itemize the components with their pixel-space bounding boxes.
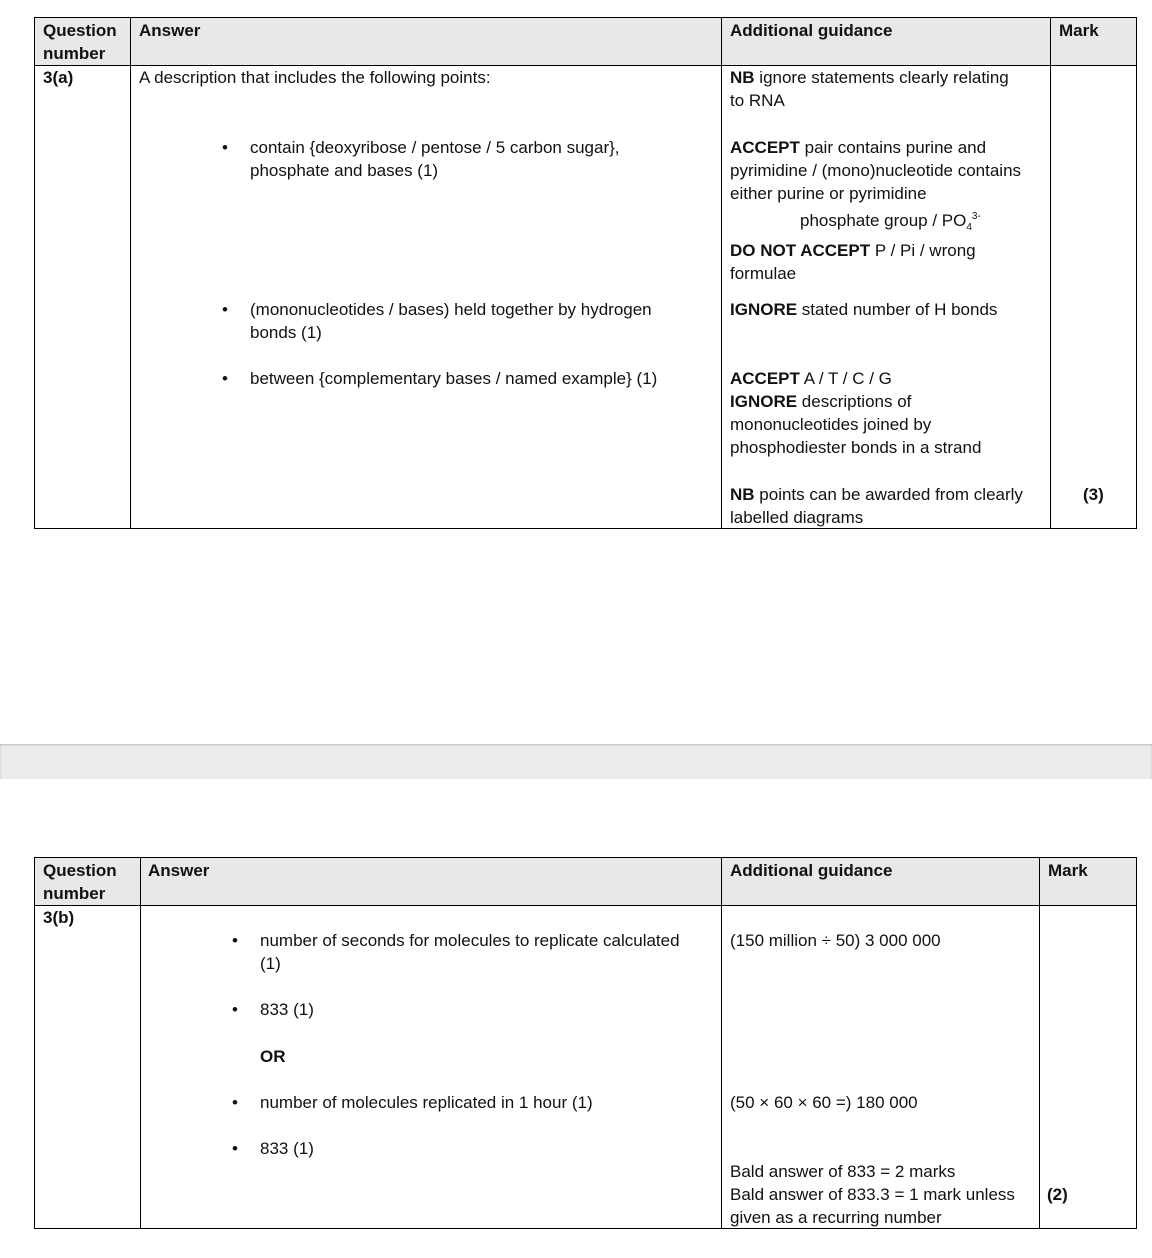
answer-bullet: • number of seconds for molecules to replicate calculated (1) [260,929,680,975]
mark-scheme-table-3a [34,17,1137,529]
header-guidance: Additional guidance [730,21,893,40]
answer-bullet: • 833 (1) [260,998,314,1021]
answer-intro: A description that includes the following points: [139,68,491,87]
answer-bullet: • (mononucleotides / bases) held together by hydrogen bonds (1) [250,298,652,344]
answer-bullet: • 833 (1) [260,1137,314,1160]
guidance-nb: NB ignore statements clearly relating to RNA [730,68,1009,110]
header-guidance: Additional guidance [730,861,893,880]
answer-or: OR [260,1047,286,1066]
mark-scheme-table-3b [34,857,1137,1229]
guidance-calc-hour: (50 × 60 × 60 =) 180 000 [730,1093,918,1112]
answer-bullet: • contain {deoxyribose / pentose / 5 carbon sugar}, phosphate and bases (1) [250,136,620,182]
mark-value: (2) [1047,1185,1068,1204]
page-separator [0,744,1152,779]
guidance-diagrams: NB points can be awarded from clearly labelled diagrams [730,485,1023,527]
mark-value: (3) [1083,485,1104,504]
header-number: number [43,884,106,903]
question-number: 3(b) [43,908,75,927]
header-mark: Mark [1048,861,1088,880]
header-question: Question [43,21,117,40]
header-answer: Answer [139,21,201,40]
header-answer: Answer [148,861,210,880]
answer-bullet: • between {complementary bases / named example} (1) [250,367,657,390]
question-number: 3(a) [43,68,74,87]
header-mark: Mark [1059,21,1099,40]
guidance-accept-bases: ACCEPT A / T / C / G IGNORE descriptions of mononucleotides joined by phosphodiester bonds in a strand [730,369,982,457]
header-question: Question [43,861,117,880]
header-number: number [43,44,106,63]
answer-bullet: • number of molecules replicated in 1 hour (1) [260,1091,593,1114]
guidance-ignore: IGNORE stated number of H bonds [730,300,998,319]
guidance-calc-seconds: (150 million ÷ 50) 3 000 000 [730,931,941,950]
guidance-bald-answer: Bald answer of 833 = 2 marks Bald answer of 833.3 = 1 mark unless given as a recurring number [730,1162,1015,1227]
guidance-accept: ACCEPT pair contains purine and pyrimidine / (mono)nucleotide contains either purine or pyrimidine phosphate group / $PO_4^{3-}$ DO NOT ACCEPT P / Pi / wrong formulae [730,138,1022,284]
